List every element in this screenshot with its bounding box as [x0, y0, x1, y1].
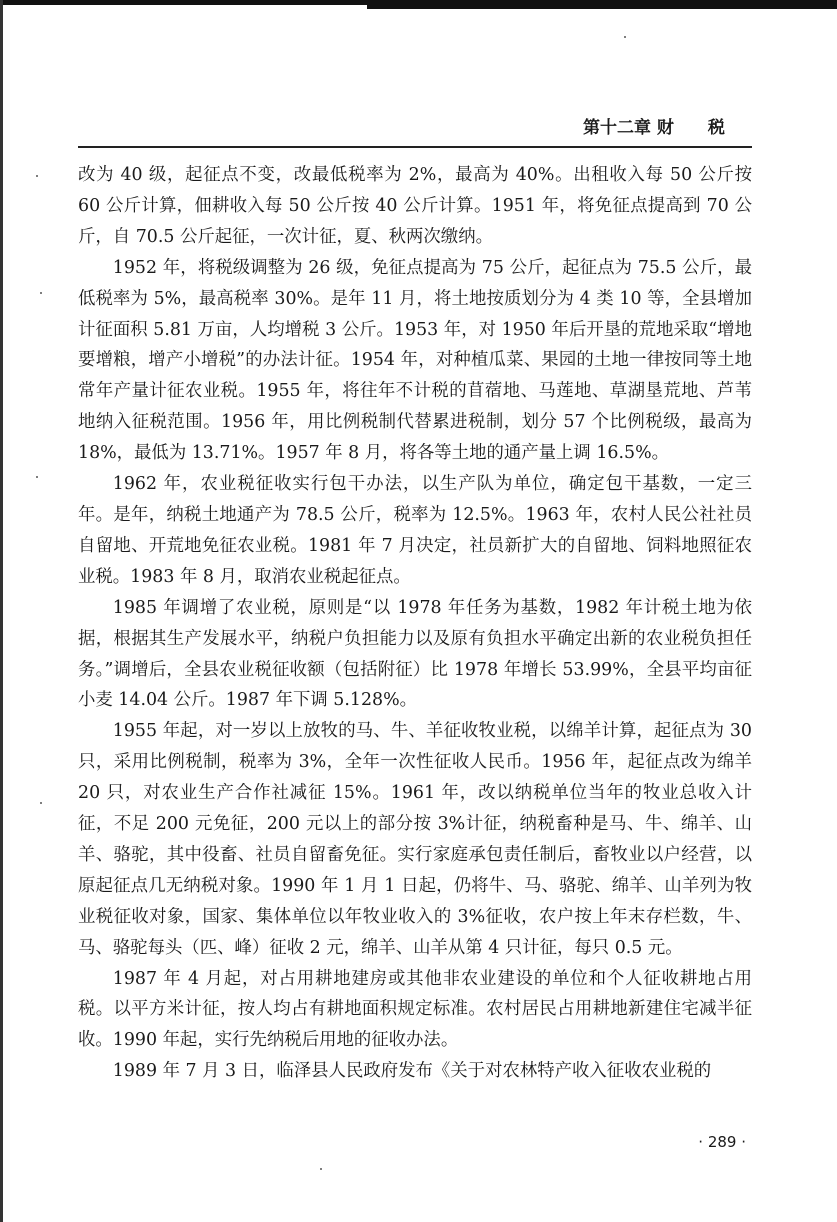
paragraph: 1955 年起，对一岁以上放牧的马、牛、羊征收牧业税，以绵羊计算，起征点为 30 只，采用比例税制，税率为 3%，全年一次性征收人民币。1956 年，起征点改为绵羊 20 只，对农业生产合作社减征 15%。1961 年，改以纳税单位当年的牧业总收入计征，不足 200 元免征，200 元以上的部分按 3%计征，纳税畜种是马、牛、绵羊、山羊、骆驼，其中役畜、社员自留畜免征。实行家庭承包责任制后，畜牧业以户经营，以原起征点几无纳税对象。1990 年 1 月 1 日起，仍将牛、马、骆驼、绵羊、山羊列为牧业税征收对象，国家、集体单位以年牧业收入的 3%征收，农户按上年末存栏数，牛、马、骆驼每头（匹、峰）征收 2 元，绵羊、山羊从第 4 只计征，每只 0.5 元。 — [78, 721, 753, 958]
scan-speck — [40, 802, 42, 804]
paragraph: 1952 年，将税级调整为 26 级，免征点提高为 75 公斤，起征点为 75.5 公斤，最低税率为 5%，最高税率 30%。是年 11 月，将土地按质划分为 4 类 10 等，全县增加计征面积 5.81 万亩，人均增税 3 公斤。1953 年，对 1950 年后开垦的荒地采取“增地要增粮，增产小增税”的办法计征。1954 年，对种植瓜菜、果园的土地一律按同等土地常年产量计征农业税。1955 年，将往年不计税的苜蓿地、马莲地、草湖垦荒地、芦苇地纳入征税范围。1956 年，用比例税制代替累进税制，划分 57 个比例税级，最高为 18%，最低为 13.71%。1957 年 8 月，将各等土地的通产量上调 16.5%。 — [78, 257, 752, 464]
scan-speck — [40, 292, 42, 294]
scan-border-top-right — [367, 0, 837, 9]
scan-speck — [320, 1168, 322, 1170]
paragraph-truncated: 1989 年 7 月 3 日，临泽县人民政府发布《关于对农林特产收入征收农业税的 — [112, 1061, 712, 1082]
body-text — [78, 160, 752, 1087]
header-rule — [78, 146, 752, 148]
scan-speck — [624, 36, 626, 38]
scan-border-left — [0, 0, 3, 1222]
scan-speck — [36, 476, 38, 478]
paragraph: 1962 年，农业税征收实行包干办法，以生产队为单位，确定包干基数，一定三年。是年，纳税土地通产为 78.5 公斤，税率为 12.5%。1963 年，农村人民公社社员自留地、开荒地免征农业税。1981 年 7 月决定，社员新扩大的自留地、饲料地照征农业税。1983 年 8 月，取消农业税起征点。 — [78, 474, 752, 587]
scan-speck — [36, 175, 38, 177]
running-header: 第十二章 财 税 — [583, 118, 725, 138]
paragraph: 1985 年调增了农业税，原则是“以 1978 年任务为基数，1982 年计税土地为依据，根据其生产发展水平，纳税户负担能力以及原有负担水平确定出新的农业税负担任务。”调增后，全县农业税征收额（包括附征）比 1978 年增长 53.99%，全县平均亩征小麦 14.04 公斤。1987 年下调 5.128%。 — [78, 597, 752, 711]
paragraph: 1987 年 4 月起，对占用耕地建房或其他非农业建设的单位和个人征收耕地占用税。以平方米计征，按人均占有耕地面积规定标准。农村居民占用耕地新建住宅减半征收。1990 年起，实行先纳税后用地的征收办法。 — [78, 968, 752, 1051]
page-number: · 289 · — [698, 1133, 746, 1151]
paragraph-continued: 改为 40 级，起征点不变，改最低税率为 2%，最高为 40%。出租收入每 50 公斤按 60 公斤计算，佃耕收入每 50 公斤按 40 公斤计算。1951 年，将免征点提高到 70 公斤，自 70.5 公斤起征，一次计征，夏、秋两次缴纳。 — [78, 165, 752, 247]
